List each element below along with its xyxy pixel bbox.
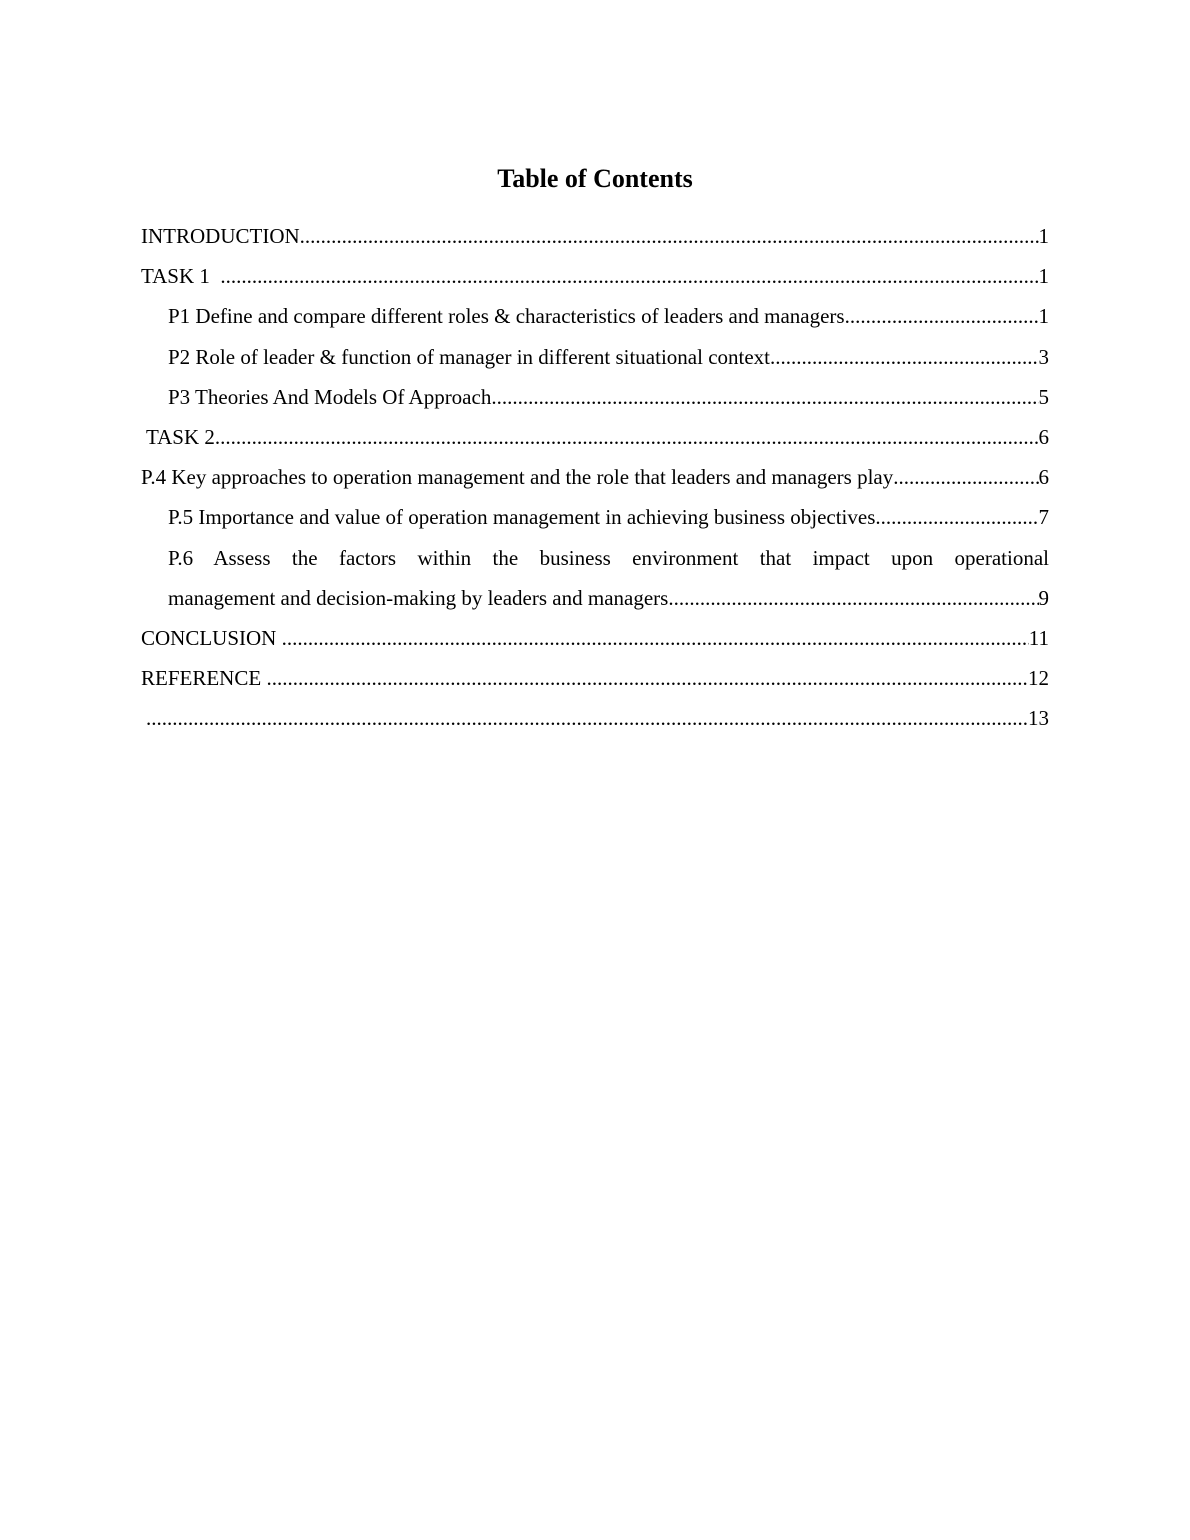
toc-entry-label-line1: P.6 Assess the factors within the business environment that impact upon operational bbox=[168, 545, 1049, 570]
toc-entry-conclusion[interactable] bbox=[141, 618, 1049, 658]
toc-entry-untitled[interactable] bbox=[141, 698, 1049, 738]
toc-page-number: 13 bbox=[1028, 706, 1049, 731]
toc-dot-leader bbox=[146, 698, 1028, 738]
toc-entry-label: P3 Theories And Models Of Approach bbox=[168, 384, 492, 409]
toc-dot-leader bbox=[282, 618, 1029, 658]
toc-page-number: 1 bbox=[1038, 304, 1049, 329]
toc-page-number: 9 bbox=[1038, 585, 1049, 610]
toc-dot-leader bbox=[668, 578, 1038, 618]
toc-entry-label: TASK 2 bbox=[146, 424, 215, 449]
toc-entry-p6[interactable] bbox=[141, 538, 1049, 618]
toc-entry-label: INTRODUCTION bbox=[141, 224, 300, 248]
toc-entry-label: TASK 1 bbox=[141, 264, 221, 289]
toc-page-number: 11 bbox=[1028, 625, 1049, 650]
toc-entry-label-line2: management and decision-making by leaders and managers bbox=[168, 585, 669, 610]
toc-page-number: 1 bbox=[1038, 264, 1049, 289]
toc-dot-leader bbox=[220, 256, 1038, 296]
toc-dot-leader bbox=[845, 296, 1039, 336]
toc-dot-leader bbox=[300, 216, 1039, 256]
toc-entry-p5[interactable] bbox=[141, 497, 1049, 537]
toc-entry-task-2[interactable] bbox=[141, 417, 1049, 457]
toc-entry-p4[interactable] bbox=[141, 457, 1049, 497]
toc-dot-leader bbox=[770, 337, 1038, 377]
toc-entry-p2[interactable] bbox=[141, 337, 1049, 377]
toc-dot-leader bbox=[491, 377, 1038, 417]
toc-list bbox=[141, 216, 1049, 738]
toc-dot-leader bbox=[875, 497, 1038, 537]
toc-dot-leader bbox=[215, 417, 1039, 457]
toc-page-number: 1 bbox=[1038, 224, 1049, 248]
toc-dot-leader bbox=[893, 457, 1038, 497]
toc-page-number: 5 bbox=[1038, 384, 1049, 409]
toc-entry-reference[interactable] bbox=[141, 658, 1049, 698]
toc-entry-line2 bbox=[168, 578, 1049, 618]
toc-entry-label: P.5 Importance and value of operation management in achieving business objectives bbox=[168, 505, 876, 530]
toc-page-number: 12 bbox=[1028, 666, 1049, 691]
toc-title: Table of Contents bbox=[497, 164, 693, 193]
toc-page-number: 6 bbox=[1038, 465, 1049, 490]
toc-page-number: 3 bbox=[1038, 344, 1049, 369]
toc-entry-p1[interactable] bbox=[141, 296, 1049, 336]
toc-entry-label: REFERENCE bbox=[141, 666, 267, 691]
toc-entry-task-1[interactable] bbox=[141, 256, 1049, 296]
toc-entry-p3[interactable] bbox=[141, 377, 1049, 417]
toc-page-number: 7 bbox=[1038, 505, 1049, 530]
toc-page-number: 6 bbox=[1038, 424, 1049, 449]
toc-entry-label: CONCLUSION bbox=[141, 625, 282, 650]
toc-dot-leader bbox=[266, 658, 1028, 698]
toc-entry-introduction[interactable] bbox=[141, 216, 1049, 256]
toc-entry-label: P1 Define and compare different roles & characteristics of leaders and managers bbox=[168, 304, 845, 329]
toc-entry-label: P.4 Key approaches to operation management and the role that leaders and managers play bbox=[141, 465, 894, 490]
toc-entry-label: P2 Role of leader & function of manager in different situational context bbox=[168, 344, 771, 369]
